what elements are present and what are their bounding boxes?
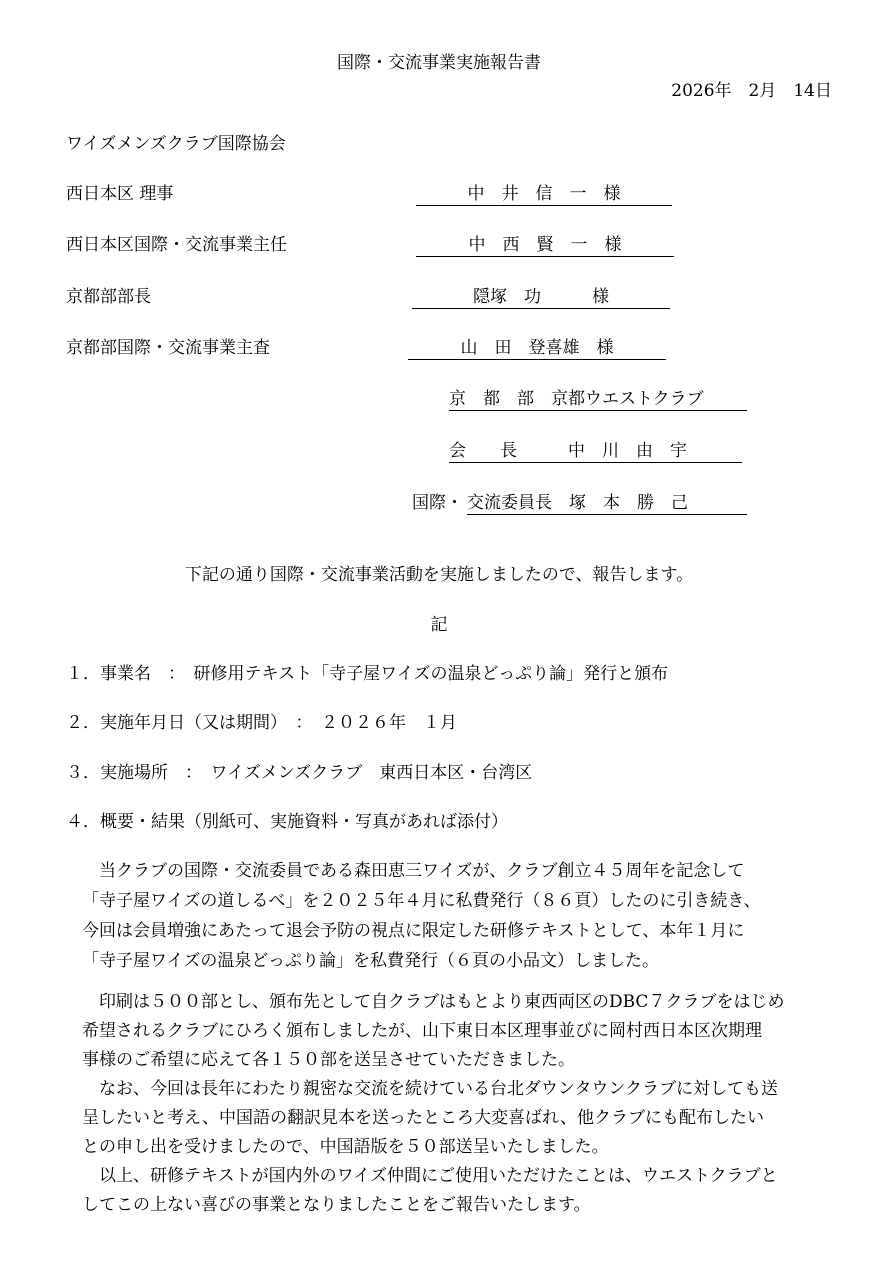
item-line: １．事業名 ： 研修用テキスト「寺子屋ワイズの温泉どっぷり論」発行と頒布 bbox=[66, 664, 669, 684]
paragraph-line: 呈したいと考え、中国語の翻訳見本を送ったところ大変喜ばれ、他クラブにも配布したい bbox=[82, 1108, 765, 1128]
addressee-role: 西日本区国際・交流事業主任 bbox=[66, 235, 287, 255]
report-date: 2026年 2月 14日 bbox=[671, 81, 832, 101]
addressee-name: 中 西 賢 一 様 bbox=[416, 234, 674, 257]
sender-committee: 交流委員長 塚 本 勝 己 bbox=[467, 492, 747, 515]
item-line: ３．実施場所 ： ワイズメンズクラブ 東西日本区・台湾区 bbox=[66, 763, 533, 783]
summary-paragraph-1 bbox=[82, 856, 842, 976]
addressee-name: 山 田 登喜雄 様 bbox=[408, 337, 666, 360]
paragraph-line: 「寺子屋ワイズの温泉どっぷり論」を私費発行（６頁の小品文）しました。 bbox=[82, 951, 659, 971]
addressee-role: 京都部国際・交流事業主査 bbox=[66, 338, 270, 358]
paragraph-line: 印刷は５００部とし、頒布先として自クラブはもとより東西両区のDBC７クラブをはじめ bbox=[82, 992, 785, 1012]
paragraph-line: してこの上ない喜びの事業となりましたことをご報告いたします。 bbox=[82, 1195, 591, 1215]
paragraph-line: 希望されるクラブにひろく頒布しましたが、山下東日本区理事並びに岡村西日本区次期理 bbox=[82, 1021, 762, 1041]
addressee-role: 京都部部長 bbox=[66, 287, 151, 307]
paragraph-line: 今回は会員増強にあたって退会予防の視点に限定した研修テキストとして、本年１月に bbox=[82, 921, 745, 941]
addressee-org: ワイズメンズクラブ国際協会 bbox=[66, 134, 286, 154]
paragraph-line: 「寺子屋ワイズの道しるべ」を２０２５年４月に私費発行（８６頁）したのに引き続き、 bbox=[82, 891, 761, 911]
paragraph-line: なお、今回は長年にわたり親密な交流を続けている台北ダウンタウンクラブに対しても送 bbox=[82, 1079, 778, 1099]
item-line: ４．概要・結果（別紙可、実施資料・写真があれば添付） bbox=[66, 812, 508, 832]
paragraph-line: 当クラブの国際・交流委員である森田恵三ワイズが、クラブ創立４５周年を記念して bbox=[82, 861, 745, 881]
addressee-role: 西日本区 理事 bbox=[66, 184, 174, 204]
item-line: ２．実施年月日（又は期間） ： ２０２６年 １月 bbox=[66, 713, 457, 733]
paragraph-line: 事様のご希望に応えて各１５０部を送呈させていただきました。 bbox=[82, 1050, 575, 1070]
paragraph-line: 以上、研修テキストが国内外のワイズ仲間にご使用いただけたことは、ウエストクラブと bbox=[82, 1166, 778, 1186]
page-title: 国際・交流事業実施報告書 bbox=[337, 53, 541, 73]
sender-club: 京 都 部 京都ウエストクラブ bbox=[449, 388, 747, 411]
addressee-name: 隠塚 功 様 bbox=[412, 286, 670, 309]
intro-text: 下記の通り国際・交流事業活動を実施しましたので、報告します。 bbox=[184, 565, 694, 585]
addressee-name: 中 井 信 一 様 bbox=[416, 183, 672, 206]
sender-president: 会 長 中 川 由 宇 bbox=[449, 440, 742, 463]
paragraph-line: との申し出を受けましたので、中国語版を５０部送呈いたしました。 bbox=[82, 1137, 609, 1157]
summary-paragraph-2 bbox=[82, 988, 842, 1220]
sender-committee-prefix: 国際・ bbox=[412, 493, 463, 513]
ki-heading: 記 bbox=[430, 615, 448, 635]
